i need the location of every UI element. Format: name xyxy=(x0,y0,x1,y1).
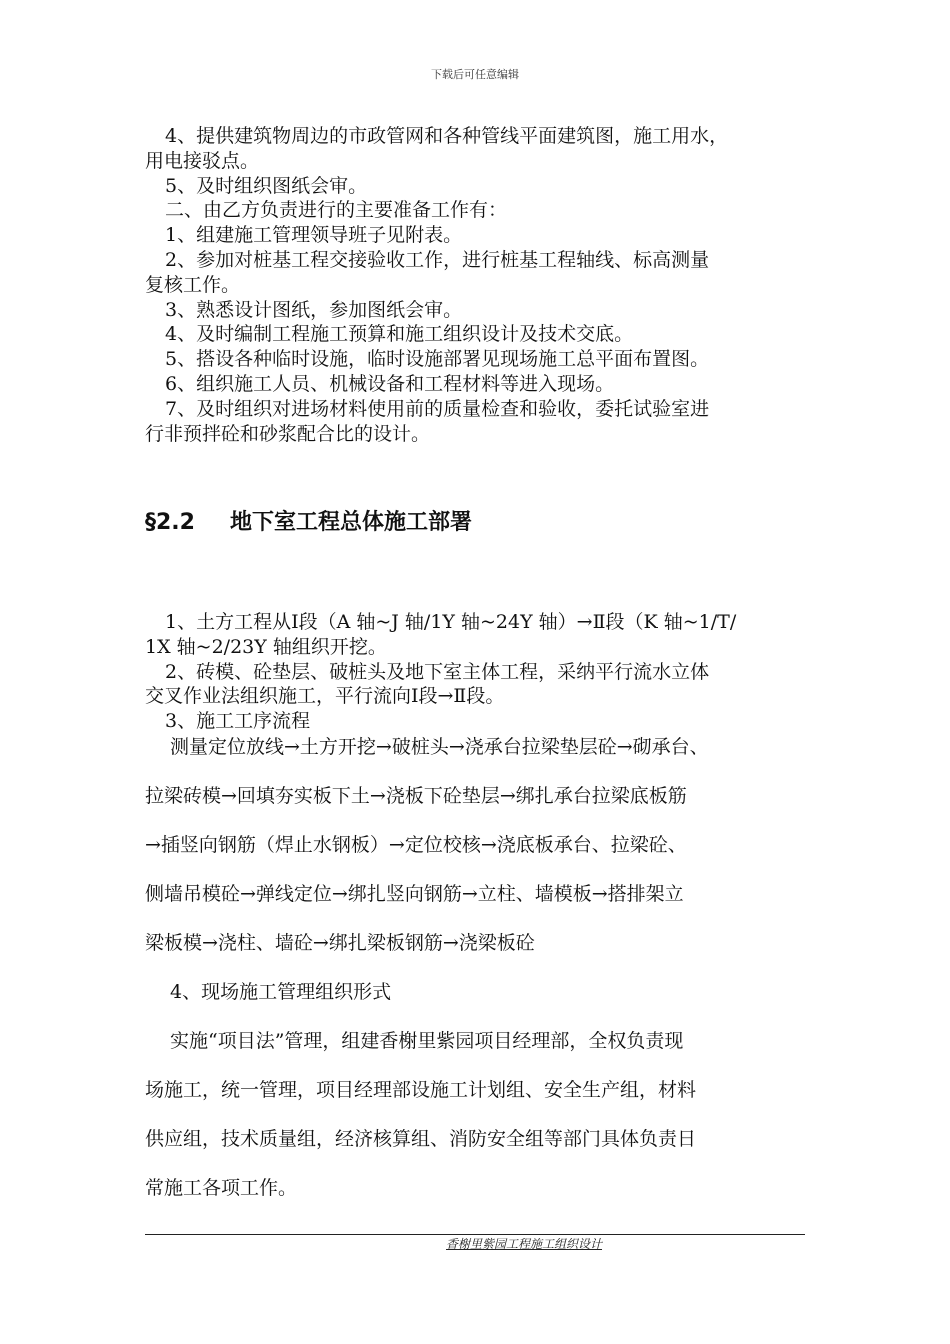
paragraph-line: 测量定位放线→土方开挖→破桩头→浇承台拉梁垫层砼→砌承台、 xyxy=(170,736,709,758)
paragraph-line: 二、由乙方负责进行的主要准备工作有： xyxy=(165,199,508,222)
paragraph-line: 侧墙吊模砼→弹线定位→绑扎竖向钢筋→立柱、墙模板→搭排架立 xyxy=(145,883,684,905)
paragraph-line: 5、搭设各种临时设施，临时设施部署见现场施工总平面布置图。 xyxy=(165,348,710,371)
page-header-note: 下载后可任意编辑 xyxy=(431,68,519,81)
section-heading xyxy=(145,505,472,536)
paragraph-line: 4、现场施工管理组织形式 xyxy=(170,981,392,1003)
paragraph-line: 复核工作。 xyxy=(145,273,241,296)
process-flow-section xyxy=(145,735,825,1225)
paragraph-line: 6、组织施工人员、机械设备和工程材料等进入现场。 xyxy=(165,372,615,395)
paragraph-line: 1X 轴~2/23Y 轴组织开挖。 xyxy=(145,635,387,658)
paragraph-line: 拉梁砖模→回填夯实板下土→浇板下砼垫层→绑扎承台拉梁底板筋 xyxy=(145,785,687,807)
preparation-section xyxy=(145,124,825,446)
deployment-section xyxy=(145,610,825,734)
paragraph-line: 场施工，统一管理，项目经理部设施工计划组、安全生产组，材料 xyxy=(145,1079,697,1101)
footer-title: 香榭里紫园工程施工组织设计 xyxy=(446,1237,603,1251)
paragraph-line: 梁板模→浇柱、墙砼→绑扎梁板钢筋→浇梁板砼 xyxy=(145,932,535,954)
paragraph-line: →插竖向钢筋（焊止水钢板）→定位校核→浇底板承台、拉梁砼、 xyxy=(145,834,687,856)
paragraph-line: 2、参加对桩基工程交接验收工作，进行桩基工程轴线、标高测量 xyxy=(165,248,710,271)
paragraph-line: 用电接驳点。 xyxy=(145,149,260,172)
paragraph-line: 供应组，技术质量组，经济核算组、消防安全组等部门具体负责日 xyxy=(145,1128,697,1150)
section-number: §2.2 xyxy=(145,510,195,535)
paragraph-line: 3、熟悉设计图纸，参加图纸会审。 xyxy=(165,298,463,321)
paragraph-line: 实施“项目法”管理，组建香榭里紫园项目经理部，全权负责现 xyxy=(170,1030,684,1052)
paragraph-line: 1、土方工程从Ⅰ段（A 轴~J 轴/1Y 轴~24Y 轴）→Ⅱ段（K 轴~1/T/ xyxy=(165,611,737,633)
paragraph-line: 2、砖模、砼垫层、破桩头及地下室主体工程，采纳平行流水立体 xyxy=(165,660,710,683)
paragraph-line: 5、及时组织图纸会审。 xyxy=(165,174,368,197)
paragraph-line: 7、及时组织对进场材料使用前的质量检查和验收，委托试验室进 xyxy=(165,397,710,420)
paragraph-line: 3、施工工序流程 xyxy=(165,710,311,733)
paragraph-line: 交叉作业法组织施工，平行流向Ⅰ段→Ⅱ段。 xyxy=(145,685,505,708)
section-title: 地下室工程总体施工部署 xyxy=(230,510,473,535)
paragraph-line: 4、提供建筑物周边的市政管网和各种管线平面建筑图，施工用水， xyxy=(165,125,729,147)
paragraph-line: 行非预拌砼和砂浆配合比的设计。 xyxy=(145,422,431,445)
paragraph-line: 4、及时编制工程施工预算和施工组织设计及技术交底。 xyxy=(165,323,634,346)
paragraph-line: 常施工各项工作。 xyxy=(145,1177,298,1199)
paragraph-line: 1、组建施工管理领导班子见附表。 xyxy=(165,224,463,247)
